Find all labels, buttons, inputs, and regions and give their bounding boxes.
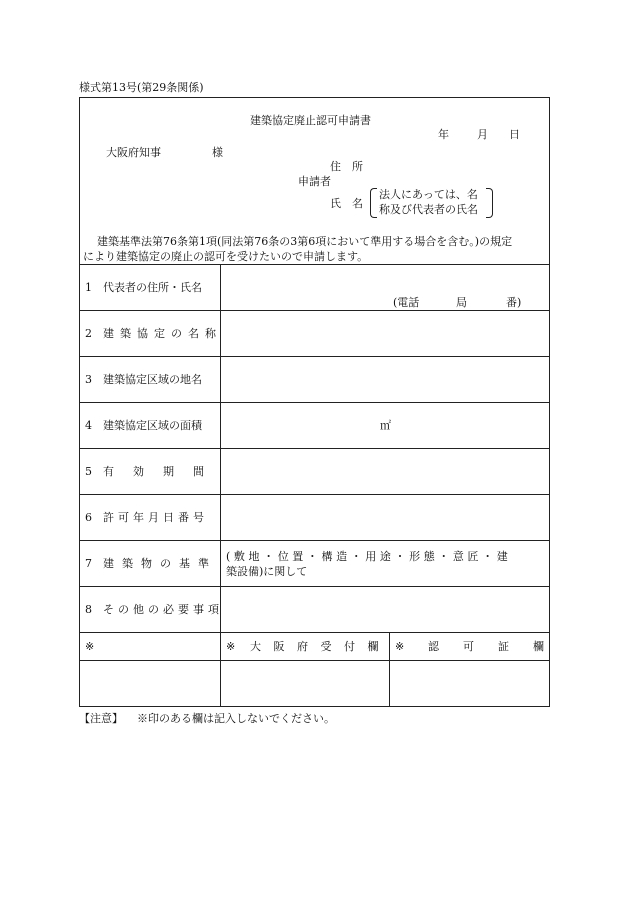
table-line bbox=[79, 402, 550, 403]
row-number-6: 6 bbox=[85, 511, 92, 524]
applicant-label: 申請者 bbox=[298, 175, 331, 188]
phone-office-label: 局 bbox=[456, 296, 467, 309]
date-day-label: 日 bbox=[509, 128, 520, 141]
row-number-7: 7 bbox=[85, 557, 92, 570]
row-number-5: 5 bbox=[85, 465, 92, 478]
statement-line2: により建築協定の廃止の認可を受けたいので申請します。 bbox=[83, 250, 369, 263]
form-title: 建築協定廃止認可申請書 bbox=[250, 114, 371, 127]
phone-number-label: 番) bbox=[506, 296, 522, 309]
table-line bbox=[79, 632, 550, 633]
addressee-honorific: 様 bbox=[212, 146, 223, 159]
phone-label: (電話 bbox=[393, 296, 420, 309]
corporate-note-line1: 法人にあっては、名 bbox=[379, 188, 478, 201]
permit-mark: ※ bbox=[395, 640, 405, 653]
table-line bbox=[79, 356, 550, 357]
row-label-building-standard: 建築物の基準 bbox=[103, 557, 217, 570]
row-number-8: 8 bbox=[85, 603, 92, 616]
table-line bbox=[79, 448, 550, 449]
row-label-validity: 有効期間 bbox=[103, 465, 223, 478]
table-line bbox=[79, 540, 550, 541]
row-label-permit-date: 許可年月日番号 bbox=[103, 511, 208, 524]
table-line bbox=[79, 586, 550, 587]
area-unit: ㎡ bbox=[380, 419, 391, 432]
row-label-area-place: 3 建築協定区域の地名 bbox=[85, 373, 202, 386]
mark-column-header: ※ bbox=[85, 640, 95, 653]
table-line bbox=[79, 310, 550, 311]
statement-line1: 建築基準法第76条第1項(同法第76条の3第6項において準用する場合を含む。)の規定 bbox=[97, 235, 513, 248]
row-label-agreement-name bbox=[103, 327, 222, 341]
reception-column-header: 大阪府受付欄 bbox=[250, 640, 391, 653]
date-year-label: 年 bbox=[438, 128, 449, 141]
row-label-representative: 1 代表者の住所・氏名 bbox=[85, 281, 202, 294]
building-standard-line2: 築設備)に関して bbox=[226, 565, 308, 578]
note-label: 【注意】 bbox=[79, 712, 123, 725]
table-line bbox=[79, 264, 550, 265]
form-number: 様式第13号(第29条関係) bbox=[79, 81, 204, 94]
reception-mark: ※ bbox=[226, 640, 236, 653]
applicant-address-label: 住 所 bbox=[330, 160, 363, 173]
row-number-2: 2 bbox=[85, 327, 92, 340]
date-month-label: 月 bbox=[477, 128, 488, 141]
note-text: ※印のある欄は記入しないでください。 bbox=[137, 712, 335, 725]
addressee-name: 大阪府知事 bbox=[106, 146, 161, 159]
row-label-area-size: 4 建築協定区域の面積 bbox=[85, 419, 202, 432]
corporate-note-line2: 称及び代表者の氏名 bbox=[379, 203, 478, 216]
row-label-text: 建築協定の名称 bbox=[103, 327, 222, 340]
table-line bbox=[79, 660, 550, 661]
note-bracket-left bbox=[370, 188, 377, 218]
note-bracket-right bbox=[486, 188, 493, 218]
permit-column-header: 認可証欄 bbox=[428, 640, 568, 653]
building-standard-line1: (敷地・位置・構造・用途・形態・意匠・建 bbox=[226, 550, 512, 563]
table-line bbox=[79, 494, 550, 495]
row-label-other: その他の必要事項 bbox=[103, 603, 223, 616]
applicant-name-label: 氏 名 bbox=[330, 197, 363, 210]
